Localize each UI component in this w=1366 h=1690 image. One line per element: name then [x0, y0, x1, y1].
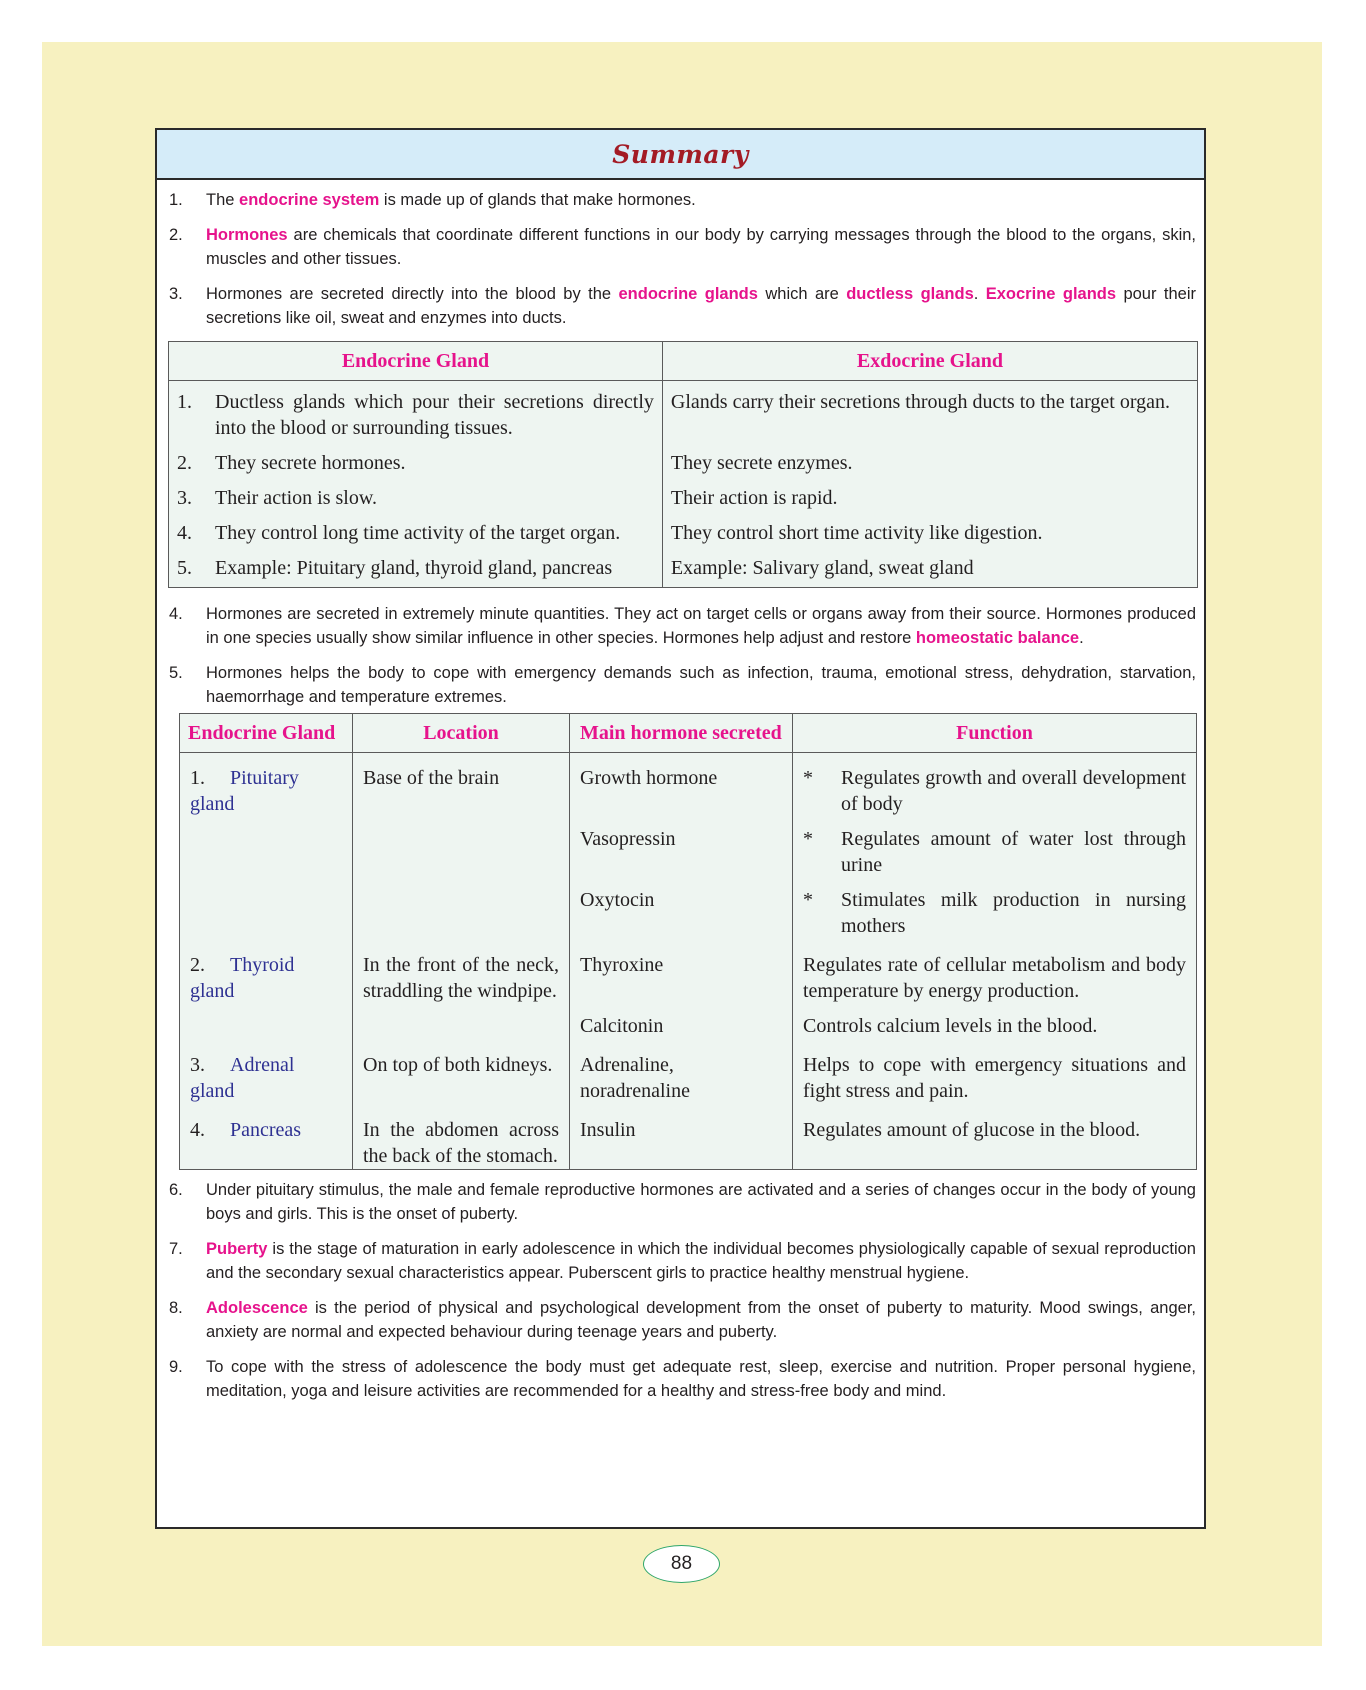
item-number: 1.	[169, 191, 183, 209]
comparison-row	[169, 381, 1198, 449]
gland-cell	[180, 1113, 353, 1170]
hormone-name: Adrenaline, noradrenaline	[580, 1054, 690, 1102]
gland-name: Pancreas	[230, 1119, 302, 1141]
hormone-name: Oxytocin	[580, 889, 655, 911]
hormone-cell	[570, 1113, 793, 1170]
item-number: 3.	[169, 285, 183, 303]
item-text	[206, 1178, 1196, 1226]
highlighted-term: Hormones	[206, 226, 288, 244]
gland-header-function: Function	[793, 714, 1197, 753]
function-entry: Controls calcium levels in the blood.	[803, 1015, 1098, 1037]
item-text	[206, 1296, 1196, 1344]
item-number: 4.	[169, 605, 183, 623]
hormone-name: Growth hormone	[580, 767, 718, 789]
function-text: Regulates growth and overall development of body	[841, 767, 1186, 815]
exocrine-cell: Glands carry their secretions through ducts to the target organ.	[662, 381, 1197, 449]
function-entry	[803, 765, 1186, 817]
endocrine-glands-table	[179, 713, 1197, 1170]
function-text: Regulates amount of water lost through urine	[841, 828, 1186, 876]
endocrine-cell	[169, 381, 663, 449]
summary-title: Summary	[612, 139, 749, 169]
gland-row	[180, 1048, 1197, 1113]
highlighted-term: endocrine system	[239, 191, 380, 209]
summary-item	[169, 188, 1196, 212]
bullet-asterisk: *	[803, 767, 813, 789]
gland-number: 2.	[190, 954, 205, 976]
item-number: 2.	[169, 226, 183, 244]
gland-number: 3.	[190, 1054, 205, 1076]
endocrine-text: They secrete hormones.	[215, 452, 406, 474]
endocrine-cell-content	[177, 450, 654, 476]
text-fragment: .	[973, 285, 986, 303]
function-entry: Regulates rate of cellular metabolism and body temperature by energy production.	[803, 954, 1186, 1002]
endocrine-cell-content	[177, 520, 654, 546]
hormone-cell	[570, 948, 793, 1048]
hormone-cell	[570, 1048, 793, 1113]
exocrine-cell: They secrete enzymes.	[662, 448, 1197, 483]
item-number: 6.	[169, 1181, 183, 1199]
comparison-row	[169, 518, 1198, 553]
gland-header-location: Location	[353, 714, 570, 753]
gland-row	[180, 948, 1197, 1048]
comparison-row	[169, 553, 1198, 588]
item-text	[206, 661, 1196, 709]
function-cell	[793, 948, 1197, 1048]
item-number: 5.	[169, 664, 183, 682]
location-cell: On top of both kidneys.	[353, 1048, 570, 1113]
endocrine-cell-content	[177, 485, 654, 511]
item-number: 8.	[169, 1299, 183, 1317]
highlighted-term: Adolescence	[206, 1299, 308, 1317]
function-entry: Helps to cope with emergency situations and fight stress and pain.	[803, 1054, 1186, 1102]
row-number: 4.	[177, 522, 192, 544]
row-number: 5.	[177, 557, 192, 579]
highlighted-term: homeostatic balance	[915, 629, 1080, 647]
text-fragment: is made up of glands that make hormones.	[379, 191, 696, 209]
endocrine-cell-content	[177, 555, 654, 581]
comparison-row	[169, 448, 1198, 483]
function-cell	[793, 753, 1197, 949]
item-text	[206, 188, 1196, 212]
summary-box	[155, 128, 1206, 1529]
summary-item	[169, 223, 1196, 271]
page-number-badge	[643, 1545, 720, 1583]
gland-name: Adrenal gland	[190, 1054, 295, 1102]
text-fragment: The	[206, 191, 240, 209]
highlighted-term: Puberty	[206, 1240, 268, 1258]
endocrine-text: They control long time activity of the target organ.	[215, 522, 621, 544]
hormone-name: Calcitonin	[580, 1015, 664, 1037]
summary-item	[169, 1178, 1196, 1226]
gland-number: 1.	[190, 767, 205, 789]
gland-cell	[180, 948, 353, 1048]
summary-item	[169, 602, 1196, 650]
gland-name: Thyroid gland	[190, 954, 295, 1002]
comparison-row	[169, 483, 1198, 518]
function-entry: Regulates amount of glucose in the blood.	[803, 1119, 1141, 1141]
summary-list-part-3	[169, 1178, 1196, 1403]
item-text	[206, 1237, 1196, 1285]
gland-header-row	[180, 714, 1197, 753]
endocrine-cell	[169, 448, 663, 483]
text-fragment: is the period of physical and psychological development from the onset of puberty to maturity. Mood swings, anger, anxiety are normal and expected behaviour during teenage years and puberty.	[206, 1299, 1196, 1341]
gland-number: 4.	[190, 1119, 205, 1141]
endocrine-cell	[169, 483, 663, 518]
row-number: 3.	[177, 487, 192, 509]
text-fragment: Under pituitary stimulus, the male and female reproductive hormones are activated and a series of changes occur in the body of young boys and girls. This is the onset of puberty.	[206, 1181, 1196, 1223]
bullet-asterisk: *	[803, 889, 813, 911]
summary-list-part-2	[169, 602, 1196, 709]
endocrine-text: Ductless glands which pour their secretions directly into the blood or surrounding tissues.	[215, 391, 654, 439]
highlighted-term: ductless glands	[846, 285, 974, 303]
comparison-header-exocrine: Exdocrine Gland	[662, 342, 1197, 381]
function-cell	[793, 1113, 1197, 1170]
item-number: 9.	[169, 1358, 183, 1376]
function-entry	[803, 887, 1186, 939]
text-fragment: which are	[757, 285, 847, 303]
row-number: 1.	[177, 391, 192, 413]
gland-header-hormone: Main hormone secreted	[570, 714, 793, 753]
location-cell: Base of the brain	[353, 753, 570, 949]
location-cell: In the abdomen across the back of the stomach.	[353, 1113, 570, 1170]
page-number: 88	[670, 1553, 693, 1574]
text-fragment: are chemicals that coordinate different functions in our body by carrying messages through the blood to the organs, skin, muscles and other tissues.	[206, 226, 1196, 268]
text-fragment: is the stage of maturation in early adolescence in which the individual becomes physiologically capable of sexual reproduction and the secondary sexual characteristics appear. Puberscent girls to practice healthy menstrual hygiene.	[206, 1240, 1196, 1282]
hormone-name: Insulin	[580, 1119, 636, 1141]
text-fragment: Hormones are secreted directly into the blood by the	[206, 285, 619, 303]
endocrine-cell-content	[177, 389, 654, 441]
item-text	[206, 282, 1196, 330]
gland-row	[180, 1113, 1197, 1170]
endocrine-text: Example: Pituitary gland, thyroid gland, pancreas	[215, 557, 613, 579]
row-number: 2.	[177, 452, 192, 474]
item-text	[206, 1355, 1196, 1403]
exocrine-cell: They control short time activity like digestion.	[662, 518, 1197, 553]
endocrine-cell	[169, 518, 663, 553]
exocrine-cell: Example: Salivary gland, sweat gland	[662, 553, 1197, 588]
summary-list-part-1	[169, 188, 1196, 330]
gland-header-gland: Endocrine Gland	[180, 714, 353, 753]
function-text: Stimulates milk production in nursing mothers	[841, 889, 1186, 937]
highlighted-term: endocrine glands	[618, 285, 758, 303]
item-number: 7.	[169, 1240, 183, 1258]
gland-cell	[180, 753, 353, 949]
summary-content	[157, 180, 1204, 1403]
text-fragment: .	[1079, 629, 1084, 647]
function-entry	[803, 826, 1186, 878]
bullet-asterisk: *	[803, 828, 813, 850]
gland-row	[180, 753, 1197, 949]
gland-name: Pituitary gland	[190, 767, 299, 815]
comparison-header-row	[169, 342, 1198, 381]
function-cell	[793, 1048, 1197, 1113]
hormone-name: Thyroxine	[580, 954, 664, 976]
exocrine-cell: Their action is rapid.	[662, 483, 1197, 518]
hormone-name: Vasopressin	[580, 828, 676, 850]
text-fragment: pour their secretions like oil, sweat and enzymes into ducts.	[206, 285, 1196, 327]
item-text	[206, 602, 1196, 650]
endocrine-text: Their action is slow.	[215, 487, 378, 509]
text-fragment: To cope with the stress of adolescence the body must get adequate rest, sleep, exercise and nutrition. Proper personal hygiene, meditation, yoga and leisure activities are recommended for a healthy and stress-free body and mind.	[206, 1358, 1196, 1400]
item-text	[206, 223, 1196, 271]
summary-item	[169, 1296, 1196, 1344]
summary-header	[157, 130, 1204, 180]
text-fragment: Hormones are secreted in extremely minute quantities. They act on target cells or organs away from their source. Hormones produced in one species usually show similar influence in other species. Hormones help adjust and restore	[206, 605, 1196, 647]
summary-item	[169, 1355, 1196, 1403]
hormone-cell	[570, 753, 793, 949]
summary-item	[169, 661, 1196, 709]
summary-item	[169, 1237, 1196, 1285]
gland-cell	[180, 1048, 353, 1113]
summary-item	[169, 282, 1196, 330]
location-cell: In the front of the neck, straddling the windpipe.	[353, 948, 570, 1048]
text-fragment: Hormones helps the body to cope with emergency demands such as infection, trauma, emotional stress, dehydration, starvation, haemorrhage and temperature extremes.	[206, 664, 1196, 706]
endocrine-exocrine-comparison-table	[168, 341, 1198, 588]
endocrine-cell	[169, 553, 663, 588]
highlighted-term: Exocrine glands	[985, 285, 1117, 303]
comparison-header-endocrine: Endocrine Gland	[169, 342, 663, 381]
